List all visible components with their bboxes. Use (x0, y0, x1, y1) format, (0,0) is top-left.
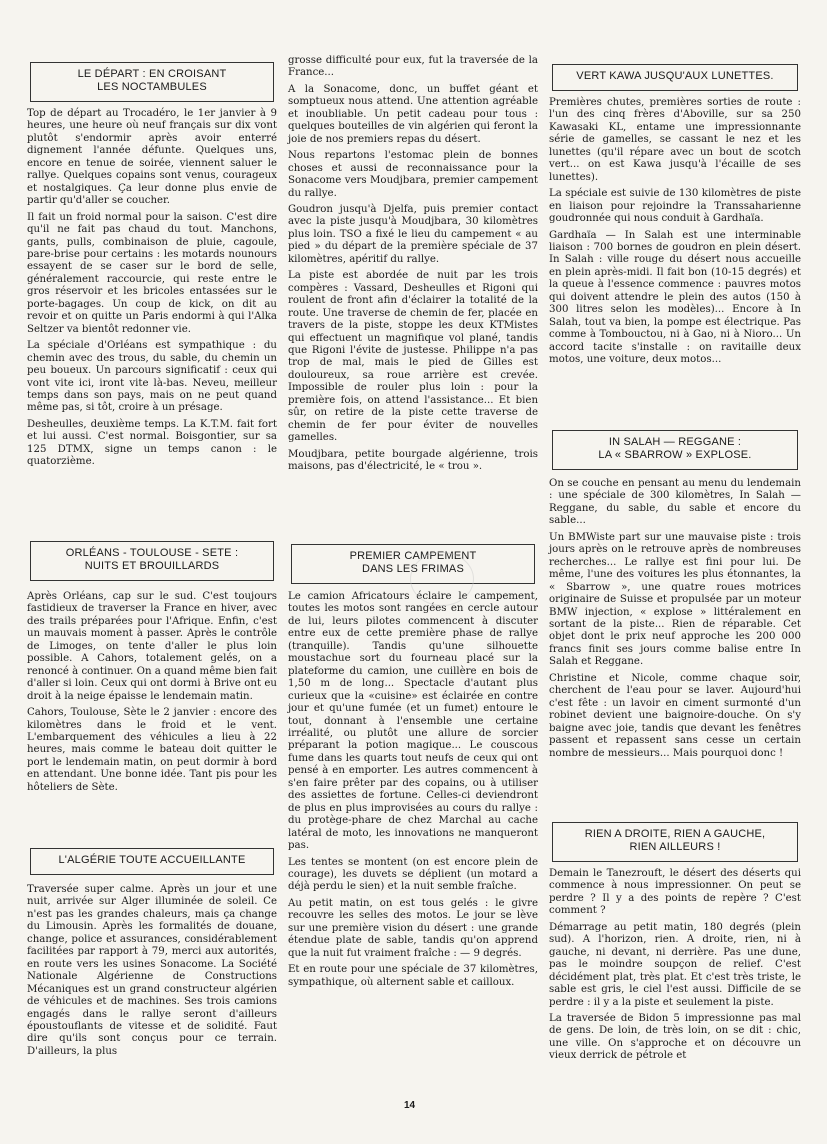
paragraph: On se couche en pensant au menu du lendemain : une spéciale de 300 kilomètres, In Salah — Reggane, du sable, du sable et encore du sable... (549, 478, 801, 527)
heading-rien-a-droite (552, 822, 798, 862)
article-text (27, 884, 277, 1062)
heading-line: RIEN AILLEURS ! (629, 841, 721, 853)
paragraph: Traversée super calme. Après un jour et une nuit, arrivée sur Alger illuminée de soleil. Ce n'est pas les grandes chaleurs, mais ça change du Limousin. Après les formalités de douane, change, police et assurances, considérablement facilitées par rapport à 79, merci aux autorités, en route vers les usines Sonacome. La Société Nationale Algérienne de Constructions Mécaniques est un grand constructeur algérien de véhicules et de machines. Ses trois camions engagés dans le rallye seront d'ailleurs époustouflants de vitesse et de solidité. Faut dire qu'ils sont conçus pour ce terrain. D'ailleurs, la plus (27, 884, 277, 1057)
paragraph: Les tentes se montent (on est encore plein de courage), les duvets se déplient (un motard a déjà perdu le sien) et la nuit semble fraîche. (288, 856, 538, 893)
heading-in-salah-reggane (552, 430, 798, 470)
heading-line: DANS LES FRIMAS (361, 563, 465, 575)
heading-line: NUITS ET BROUILLARDS (84, 560, 220, 572)
article-text (549, 97, 801, 371)
heading-orleans-toulouse-sete (30, 541, 274, 581)
column-3 (549, 0, 801, 1144)
article-text (27, 591, 277, 798)
paragraph: Demain le Tanezrouft, le désert des déserts qui commence à nous impressionner. On peut se perdre ? Il y a des points de repère ? C'est comment ? (549, 868, 801, 917)
paragraph: Un BMWiste part sur une mauvaise piste : trois jours après on le retrouve après de nombreuses recherches... Le rallye est fini pour lui. De même, l'une des voitures les plus étonnantes, la « Sbarrow », une quatre roues motrices originaire de Suisse et propulsée par un moteur BMW injection, « explose » littéralement en sortant de la piste... Rien de réparable. Cet objet dont le prix neuf approche les 200 000 francs finit ses jours comme balise entre In Salah et Reggane. (549, 531, 801, 668)
heading-vert-kawa (552, 64, 798, 91)
paragraph: Démarrage au petit matin, 180 degrés (plein sud). A l'horizon, rien. A droite, rien, ni à gauche, ni devant, ni derrière. Pas une dune, pas le moindre soupçon de relief. C'est décidément plat, très plat. Et c'est très triste, le sable est gris, le ciel l'est aussi. Difficile de se perdre : il y a la piste et seulement la piste. (549, 921, 801, 1008)
heading-line: IN SALAH — REGGANE : (608, 436, 742, 448)
heading-line: ORLÉANS - TOULOUSE - SETE : (65, 547, 239, 559)
article-text (549, 868, 801, 1067)
paragraph: Premières chutes, premières sorties de route : l'un des cinq frères d'Aboville, sur sa 250 Kawasaki KL, entame une impressionnante série de gamelles, se cassant le nez et les lunettes (qu'il répare avec un bout de scotch vert... on est Kawa jusqu'à l'écaille de ses lunettes). (549, 97, 801, 183)
paragraph: Le camion Africatours éclaire le campement, toutes les motos sont rangées en cercle autour de lui, leurs pilotes commencent à discuter entre eux de cette première phase de rallye (tranquille). Tandis qu'une silhouette moustachue sort du fourneau placé sur la plateforme du camion, une cuillère en bois de 1,50 m de long... Spectacle d'autant plus curieux que la «cuisine» est éclairée en contre jour et qu'une fumée (et un fumet) entoure le tout, donnant à l'ensemble une certaine irréalité, ou plutôt une allure de sorcier préparant la potion magique... Le couscous fume dans les quarts tout neufs de ceux qui ont pensé à en emporter. Les autres commencent à s'en faire prêter par des copains, ou à utiliser des assiettes de fortune. Celles-ci deviendront de plus en plus improvisées au cours du rallye : du protège-phare de chez Marchal au cache latéral de moto, les innovations ne manqueront pas. (288, 591, 538, 852)
article-text (549, 478, 801, 764)
paragraph: Christine et Nicole, comme chaque soir, cherchent de l'eau pour se laver. Aujourd'hui c'est fête : un lavoir en ciment surmonté d'un robinet devient une baignoire-douche. On s'y baigne avec joie, tandis que devant les fenêtres passent et repassent sans cesse un certain nombre de messieurs... Mais pourquoi donc ! (549, 672, 801, 759)
paragraph: La spéciale est suivie de 130 kilomètres de piste en liaison pour rejoindre la Transsaharienne goudronnée qui nous conduit à Gardhaïa. (549, 188, 801, 225)
paragraph: Et en route pour une spéciale de 37 kilomètres, sympathique, où alternent sable et cailloux. (288, 964, 538, 988)
paragraph: Goudron jusqu'à Djelfa, puis premier contact avec la piste jusqu'à Moudjbara, 30 kilomètres plus loin. TSO a fixé le lieu du campement « au pied » du départ de la première spéciale de 37 kilomètres, apéritif du rallye. (288, 203, 538, 265)
paragraph: Nous repartons l'estomac plein de bonnes choses et aussi de reconnaissance pour la Sonacome vers Moudjbara, premier campement du rallye. (288, 150, 538, 199)
paragraph: La spéciale d'Orléans est sympathique : du chemin avec des trous, du sable, du chemin un peu boueux. Un parcours significatif : ceux qui vont vite ici, iront vite là-bas. Neveu, meilleur temps dans son pays, mais on ne peut quand même pas, si tôt, croire à un présage. (27, 340, 277, 414)
article-text (288, 591, 538, 993)
heading-line: L'ALGÉRIE TOUTE ACCUEILLANTE (58, 854, 246, 866)
heading-algerie (30, 848, 274, 875)
heading-le-depart (30, 62, 274, 102)
faint-stamp-mark (410, 552, 474, 606)
paragraph: Desheulles, deuxième temps. La K.T.M. fait fort et lui aussi. C'est normal. Boisgontier, sur sa 125 DTMX, signe un temps canon : le quatorzième. (27, 418, 277, 468)
paragraph: Top de départ au Trocadéro, le 1er janvier à 9 heures, une heure où neuf français sur dix vont plutôt s'endormir après avoir enterré dignement l'année défunte. Quelques uns, encore en tenue de soirée, viennent saluer le rallye. Quelques copains sont venus, courageux et nostalgiques. Ça leur donne plus envie de partir qu'd'aller se coucher. (27, 108, 277, 207)
heading-line: LA « SBARROW » EXPLOSE. (598, 449, 752, 461)
heading-line: RIEN A DROITE, RIEN A GAUCHE, (584, 828, 766, 840)
paragraph: Au petit matin, on est tous gelés : le givre recouvre les selles des motos. Le jour se lève sur une première vision du désert : une grande étendue plate de sable, tandis qu'on apprend que la nuit fut vraiment fraîche : — 9 degrés. (288, 897, 538, 959)
column-1 (27, 0, 277, 1144)
paragraph: grosse difficulté pour eux, fut la traversée de la France... (288, 55, 538, 79)
paragraph: La traversée de Bidon 5 impressionne pas mal de gens. De loin, de très loin, on se dit : chic, une ville. On s'approche et on découvre un vieux derrick de pétrole et (549, 1012, 801, 1062)
article-text (27, 108, 277, 473)
article-text (288, 55, 538, 478)
heading-line: PREMIER CAMPEMENT (349, 550, 477, 562)
page-number: 14 (404, 1100, 416, 1111)
heading-line: LES NOCTAMBULES (97, 81, 207, 93)
paragraph: Moudjbara, petite bourgade algérienne, trois maisons, pas d'électricité, le « trou ». (288, 448, 538, 473)
paragraph: A la Sonacome, donc, un buffet géant et somptueux nous attend. Une attention agréable et inoubliable. Un petit cadeau pour tous : quelques bouteilles de vin algérien qui feront la joie de nos premiers repas du désert. (288, 83, 538, 145)
heading-line: LE DÉPART : EN CROISANT (77, 68, 227, 80)
paragraph: Gardhaïa — In Salah est une interminable liaison : 700 bornes de goudron en plein désert. In Salah : ville rouge du désert nous accueille en plein après-midi. Il fait bon (10-15 degrés) et la queue à l'essence commence : pauvres motos qui doivent attendre le plein des autos (150 à 300 litres selon les modèles)... Encore à In Salah, tout va bien, la pompe est électrique. Pas comme à Tombouctou, ni à Gao, ni à Nioro... Un accord tacite s'installe : on ravitaille deux motos, une voiture, deux motos... (549, 229, 801, 366)
heading-line: VERT KAWA JUSQU'AUX LUNETTES. (576, 70, 774, 82)
paragraph: Il fait un froid normal pour la saison. C'est dire qu'il ne fait pas chaud du tout. Manchons, gants, pulls, combinaison de pluie, cagoule, pare-brise pour certains : les motards nounours essayent de se caser sur le bord de selle, généralement raccourcie, qui reste entre le gros réservoir et les bricoles entassées sur le porte-bagages. Un coup de kick, on dit au revoir et on quitte un Paris endormi à qui l'Alka Seltzer va bientôt redonner vie. (27, 211, 277, 335)
paragraph: Cahors, Toulouse, Sète le 2 janvier : encore des kilomètres dans le froid et le vent. L'embarquement des véhicules a lieu à 22 heures, mais comme le bateau doit quitter le port le lendemain matin, on peut dormir à bord en attendant. Une bonne idée. Tant pis pour les hôteliers de Sète. (27, 707, 277, 793)
paragraph: Après Orléans, cap sur le sud. C'est toujours fastidieux de traverser la France en hiver, avec des trails préparées pour l'Afrique. Enfin, c'est un mauvais moment à passer. Après le contrôle de Limoges, on tente d'aller le plus loin possible. A Cahors, totalement gelés, on a renoncé à continuer. On a quand même bien fait d'aller si loin. Ceux qui ont dormi à Brive ont eu droit à la neige épaisse le lendemain matin. (27, 591, 277, 702)
paragraph: La piste est abordée de nuit par les trois compères : Vassard, Desheulles et Rigoni qui roulent de front afin d'éclairer la totalité de la route. Une traverse de chemin de fer, placée en travers de la piste, stoppe les deux KTMistes qui effectuent un magnifique vol plané, tandis que Rigoni l'évite de justesse. Philippe n'a pas trop de mal, mais le pied de Gilles est douloureux, sa roue arrière est crevée. Impossible de rouler plus loin : pour la première fois, on attend l'assistance... Et bien sûr, on retire de la piste cette traverse de chemin de fer pour éviter de nouvelles gamelles. (288, 270, 538, 444)
